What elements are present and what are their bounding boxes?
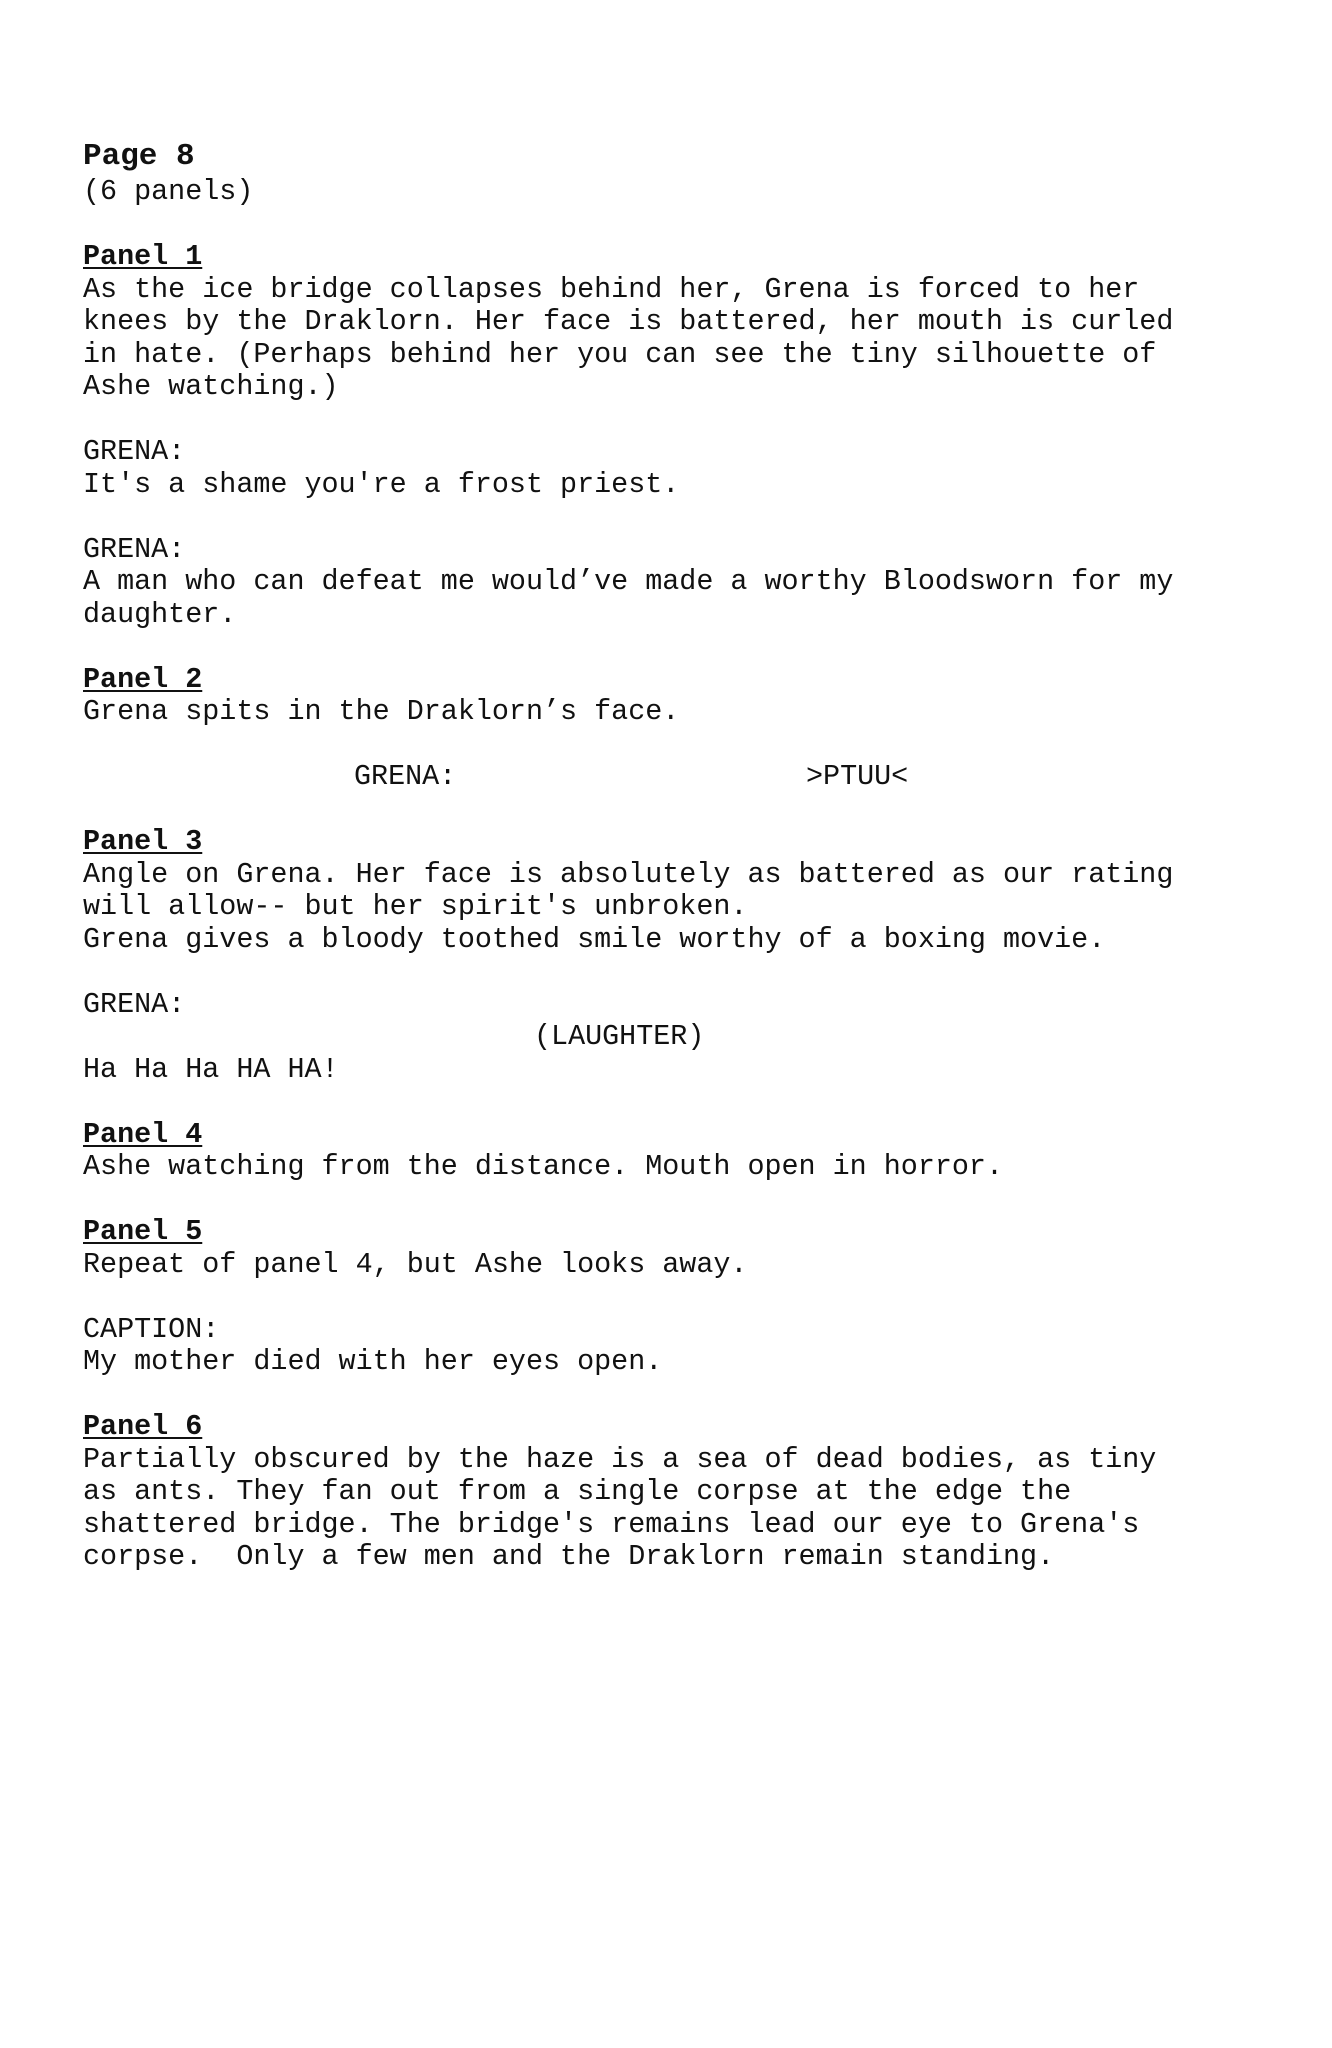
description-line: corpse. Only a few men and the Draklorn remain standing.	[83, 1540, 1055, 1573]
description-line: Ashe watching from the distance. Mouth open in horror.	[83, 1150, 1004, 1183]
panel-1	[83, 241, 1263, 631]
panel-heading: Panel 6	[83, 1410, 203, 1443]
script-page	[83, 138, 1263, 1574]
dialogue-line: daughter.	[83, 597, 237, 631]
sfx-row	[83, 761, 1263, 794]
panel-description	[83, 859, 1263, 957]
dialogue-line: A man who can defeat me would’ve made a worthy Bloodsworn for my	[83, 565, 1174, 598]
panel-3	[83, 826, 1263, 1086]
panel-count: (6 panels)	[83, 175, 254, 208]
dialogue-block	[83, 1314, 1263, 1379]
description-line: will allow-- but her spirit's unbroken.	[83, 890, 748, 923]
speaker-name: CAPTION:	[83, 1312, 220, 1346]
description-line: Grena gives a bloody toothed smile worthy of a boxing movie.	[83, 922, 1106, 956]
sfx-text: >PTUU<	[806, 760, 909, 793]
description-line: As the ice bridge collapses behind her, Grena is forced to her	[83, 272, 1140, 306]
panel-heading: Panel 1	[83, 240, 203, 273]
description-line: shattered bridge. The bridge's remains lead our eye to Grena's	[83, 1507, 1140, 1541]
description-line: Partially obscured by the haze is a sea of dead bodies, as tiny	[83, 1442, 1157, 1476]
panel-description	[83, 1249, 1263, 1282]
parenthetical: (LAUGHTER)	[534, 1020, 705, 1053]
panel-6	[83, 1411, 1263, 1574]
speaker-name: GRENA:	[83, 435, 186, 468]
panel-2	[83, 664, 1263, 794]
dialogue-line: Ha Ha Ha HA HA!	[83, 1052, 339, 1086]
dialogue-block	[83, 436, 1263, 501]
description-line: Grena spits in the Draklorn’s face.	[83, 695, 680, 728]
panel-description	[83, 696, 1263, 729]
description-line: knees by the Draklorn. Her face is battered, her mouth is curled	[83, 305, 1174, 338]
panel-heading: Panel 5	[83, 1215, 203, 1248]
panel-description	[83, 274, 1263, 404]
sfx-speaker: GRENA:	[354, 760, 457, 793]
speaker-name: GRENA:	[83, 532, 186, 566]
description-line: Angle on Grena. Her face is absolutely as battered as our rating	[83, 857, 1174, 891]
speaker-name: GRENA:	[83, 987, 186, 1021]
panel-4	[83, 1119, 1263, 1184]
description-line: Repeat of panel 4, but Ashe looks away.	[83, 1247, 748, 1281]
dialogue-line: It's a shame you're a frost priest.	[83, 467, 680, 501]
description-line: Ashe watching.)	[83, 370, 339, 403]
dialogue-block	[83, 989, 1263, 1087]
dialogue-block	[83, 534, 1263, 632]
panel-heading: Panel 4	[83, 1117, 203, 1151]
panel-heading: Panel 2	[83, 662, 203, 696]
description-line: as ants. They fan out from a single corpse at the edge the	[83, 1475, 1072, 1508]
panel-heading: Panel 3	[83, 825, 203, 858]
dialogue-line: My mother died with her eyes open.	[83, 1345, 663, 1378]
description-line: in hate. (Perhaps behind her you can see the tiny silhouette of	[83, 337, 1157, 371]
panel-5	[83, 1216, 1263, 1379]
panel-description	[83, 1151, 1263, 1184]
panel-description	[83, 1444, 1263, 1574]
page-title: Page 8	[83, 139, 195, 174]
